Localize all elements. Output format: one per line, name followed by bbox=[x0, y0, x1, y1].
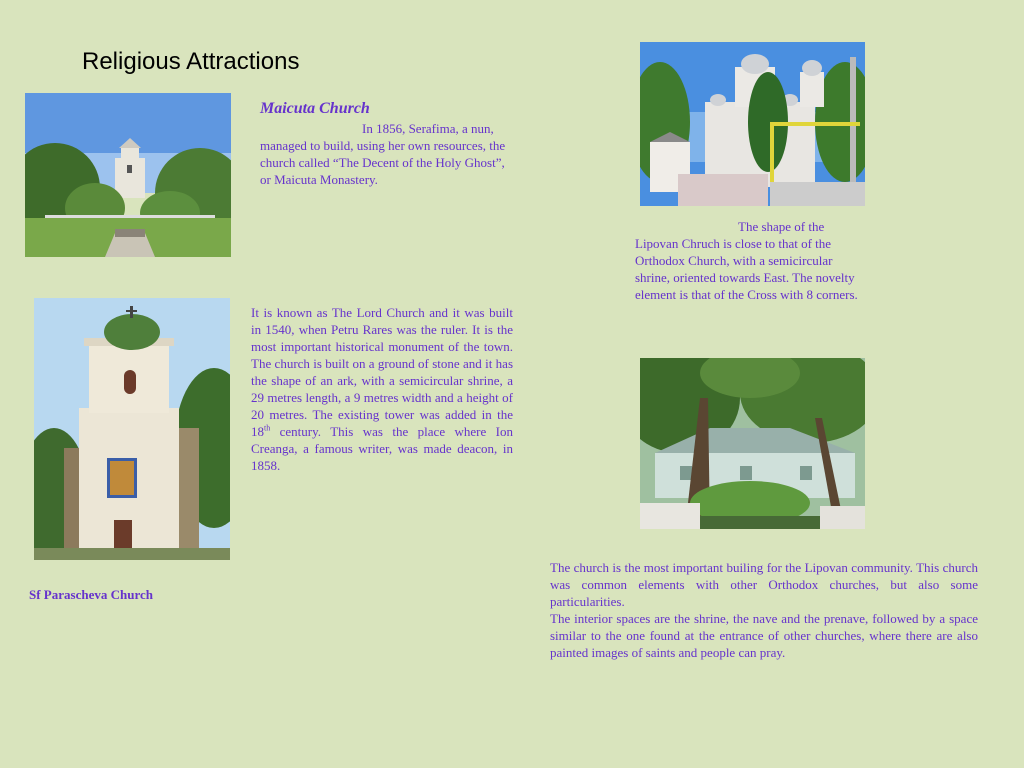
lord-church-description bbox=[251, 304, 513, 474]
lipovan-church-description: The shape of the Lipovan Chruch is close to that of the Orthodox Church, with a semicircular shrine, oriented towards East. The novelty element is that of the Cross with 8 corners. bbox=[635, 219, 858, 302]
community-paragraph-2: The interior spaces are the shrine, the nave and the prenave, followed by a space similar to the one found at the entrance of other churches, where there are also painted images of saints and people can pray. bbox=[550, 611, 978, 660]
sf-parascheva-church-photo bbox=[34, 298, 230, 560]
maicuta-church-heading: Maicuta Church bbox=[260, 100, 370, 117]
lipovan-church-photo bbox=[640, 42, 865, 206]
lord-church-text-main: It is known as The Lord Church and it was built in 1540, when Petru Rares was the ruler. It is the most important historical monument of the town. The church is built on a ground of stone and it has the shape of an ark, with a semicircular shrine, a 29 metres length, a 9 metres width and a height of 20 metres. The existing tower was added in the 18 bbox=[251, 305, 513, 439]
lipovan-community-description bbox=[550, 559, 978, 661]
maicuta-church-description: In 1856, Serafima, a nun, managed to build, using her own resources, the church called “The Decent of the Holy Ghost”, or Maicuta Monastery. bbox=[260, 121, 506, 187]
maicuta-church-photo bbox=[25, 93, 231, 257]
lipovan-church-garden-photo bbox=[640, 358, 865, 529]
community-paragraph-1: The church is the most important builing for the Lipovan community. This church was common elements with other Orthodox churches, but also some particularities. bbox=[550, 560, 978, 609]
ordinal-superscript: th bbox=[264, 423, 271, 433]
lord-church-text-end: century. This was the place where Ion Creanga, a famous writer, was made deacon, in 1858. bbox=[251, 424, 513, 473]
slide-title: Religious Attractions bbox=[82, 48, 300, 75]
sf-parascheva-church-label: Sf Parascheva Church bbox=[29, 587, 153, 602]
